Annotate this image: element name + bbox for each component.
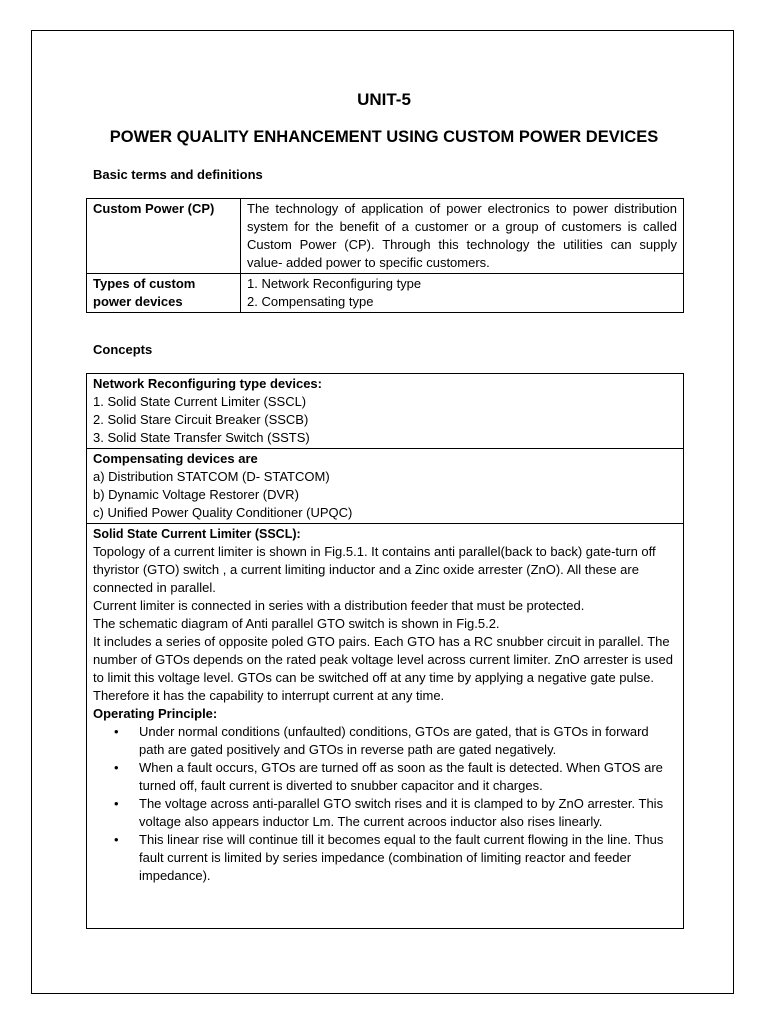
bullet-icon: •	[114, 796, 119, 811]
list-item	[114, 795, 677, 831]
bullet-icon: •	[114, 724, 119, 739]
section-heading: Network Reconfiguring type devices:	[93, 376, 322, 391]
list-item: b) Dynamic Voltage Restorer (DVR)	[93, 487, 299, 502]
list-item: c) Unified Power Quality Conditioner (UPQC)	[93, 505, 353, 520]
page-title: POWER QUALITY ENHANCEMENT USING CUSTOM POWER DEVICES	[109, 128, 659, 146]
concepts-heading: Concepts	[93, 342, 153, 357]
bullet-icon: •	[114, 760, 119, 775]
list-item: 2. Solid Stare Circuit Breaker (SSCB)	[93, 412, 309, 427]
definitions-table	[86, 198, 684, 313]
concepts-box	[86, 373, 684, 929]
table-row	[87, 199, 684, 274]
paragraph: Current limiter is connected in series with a distribution feeder that must be protected.	[93, 598, 585, 613]
bullet-list	[93, 723, 677, 885]
bullet-text: Under normal conditions (unfaulted) conditions, GTOs are gated, that is GTOs in forward path are gated positively and GTOs in reverse path are gated negatively.	[139, 724, 649, 757]
list-item: 2. Compensating type	[247, 294, 374, 309]
paragraph: It includes a series of opposite poled GTO pairs. Each GTO has a RC snubber circuit in parallel. The number of GTOs depends on the rated peak voltage level across current limiter. ZnO arrester is used to limit this voltage level. GTOs can be switched off at any time by applying a negative gate pulse. Therefore it has the capability to interrupt current at any time.	[93, 634, 673, 703]
term-cell: Types of custom power devices	[87, 274, 241, 313]
table-row	[87, 274, 684, 313]
list-item: 1. Solid State Current Limiter (SSCL)	[93, 394, 307, 409]
bullet-icon: •	[114, 832, 119, 847]
compensating-section	[87, 449, 683, 524]
list-item	[114, 723, 677, 759]
section-heading: Compensating devices are	[93, 451, 258, 466]
bullet-text: This linear rise will continue till it becomes equal to the fault current flowing in the line. Thus fault current is limited by series impedance (combination of limiting reactor and feeder impedance).	[139, 832, 664, 883]
definition-cell: The technology of application of power electronics to power distribution system for the benefit of a customer or a group of customers is called Custom Power (CP). Through this technology the utilities can supply value- added power to specific customers.	[241, 199, 684, 274]
bullet-text: When a fault occurs, GTOs are turned off as soon as the fault is detected. When GTOS are turned off, fault current is diverted to snubber capacitor and it charges.	[139, 760, 663, 793]
unit-title: UNIT-5	[357, 90, 411, 109]
section-heading: Solid State Current Limiter (SSCL):	[93, 527, 301, 541]
basic-terms-heading: Basic terms and definitions	[93, 167, 263, 182]
definition-cell	[241, 274, 684, 313]
list-item	[114, 831, 677, 885]
paragraph: Topology of a current limiter is shown in Fig.5.1. It contains anti parallel(back to back) gate-turn off thyristor (GTO) switch , a current limiting inductor and a Zinc oxide arrester (ZnO). All these are connected in parallel.	[93, 544, 656, 595]
sscl-section	[87, 524, 683, 886]
list-item: 3. Solid State Transfer Switch (SSTS)	[93, 430, 310, 445]
operating-principle-heading: Operating Principle:	[93, 706, 218, 721]
list-item: 1. Network Reconfiguring type	[247, 276, 422, 291]
bullet-text: The voltage across anti-parallel GTO switch rises and it is clamped to by ZnO arrester. This voltage also appears inductor Lm. The current acroos inductor also rises linearly.	[139, 796, 664, 829]
term-cell: Custom Power (CP)	[87, 199, 241, 274]
list-item	[114, 759, 677, 795]
network-reconfiguring-section	[87, 374, 683, 449]
paragraph: The schematic diagram of Anti parallel GTO switch is shown in Fig.5.2.	[93, 616, 500, 631]
list-item: a) Distribution STATCOM (D- STATCOM)	[93, 469, 330, 484]
